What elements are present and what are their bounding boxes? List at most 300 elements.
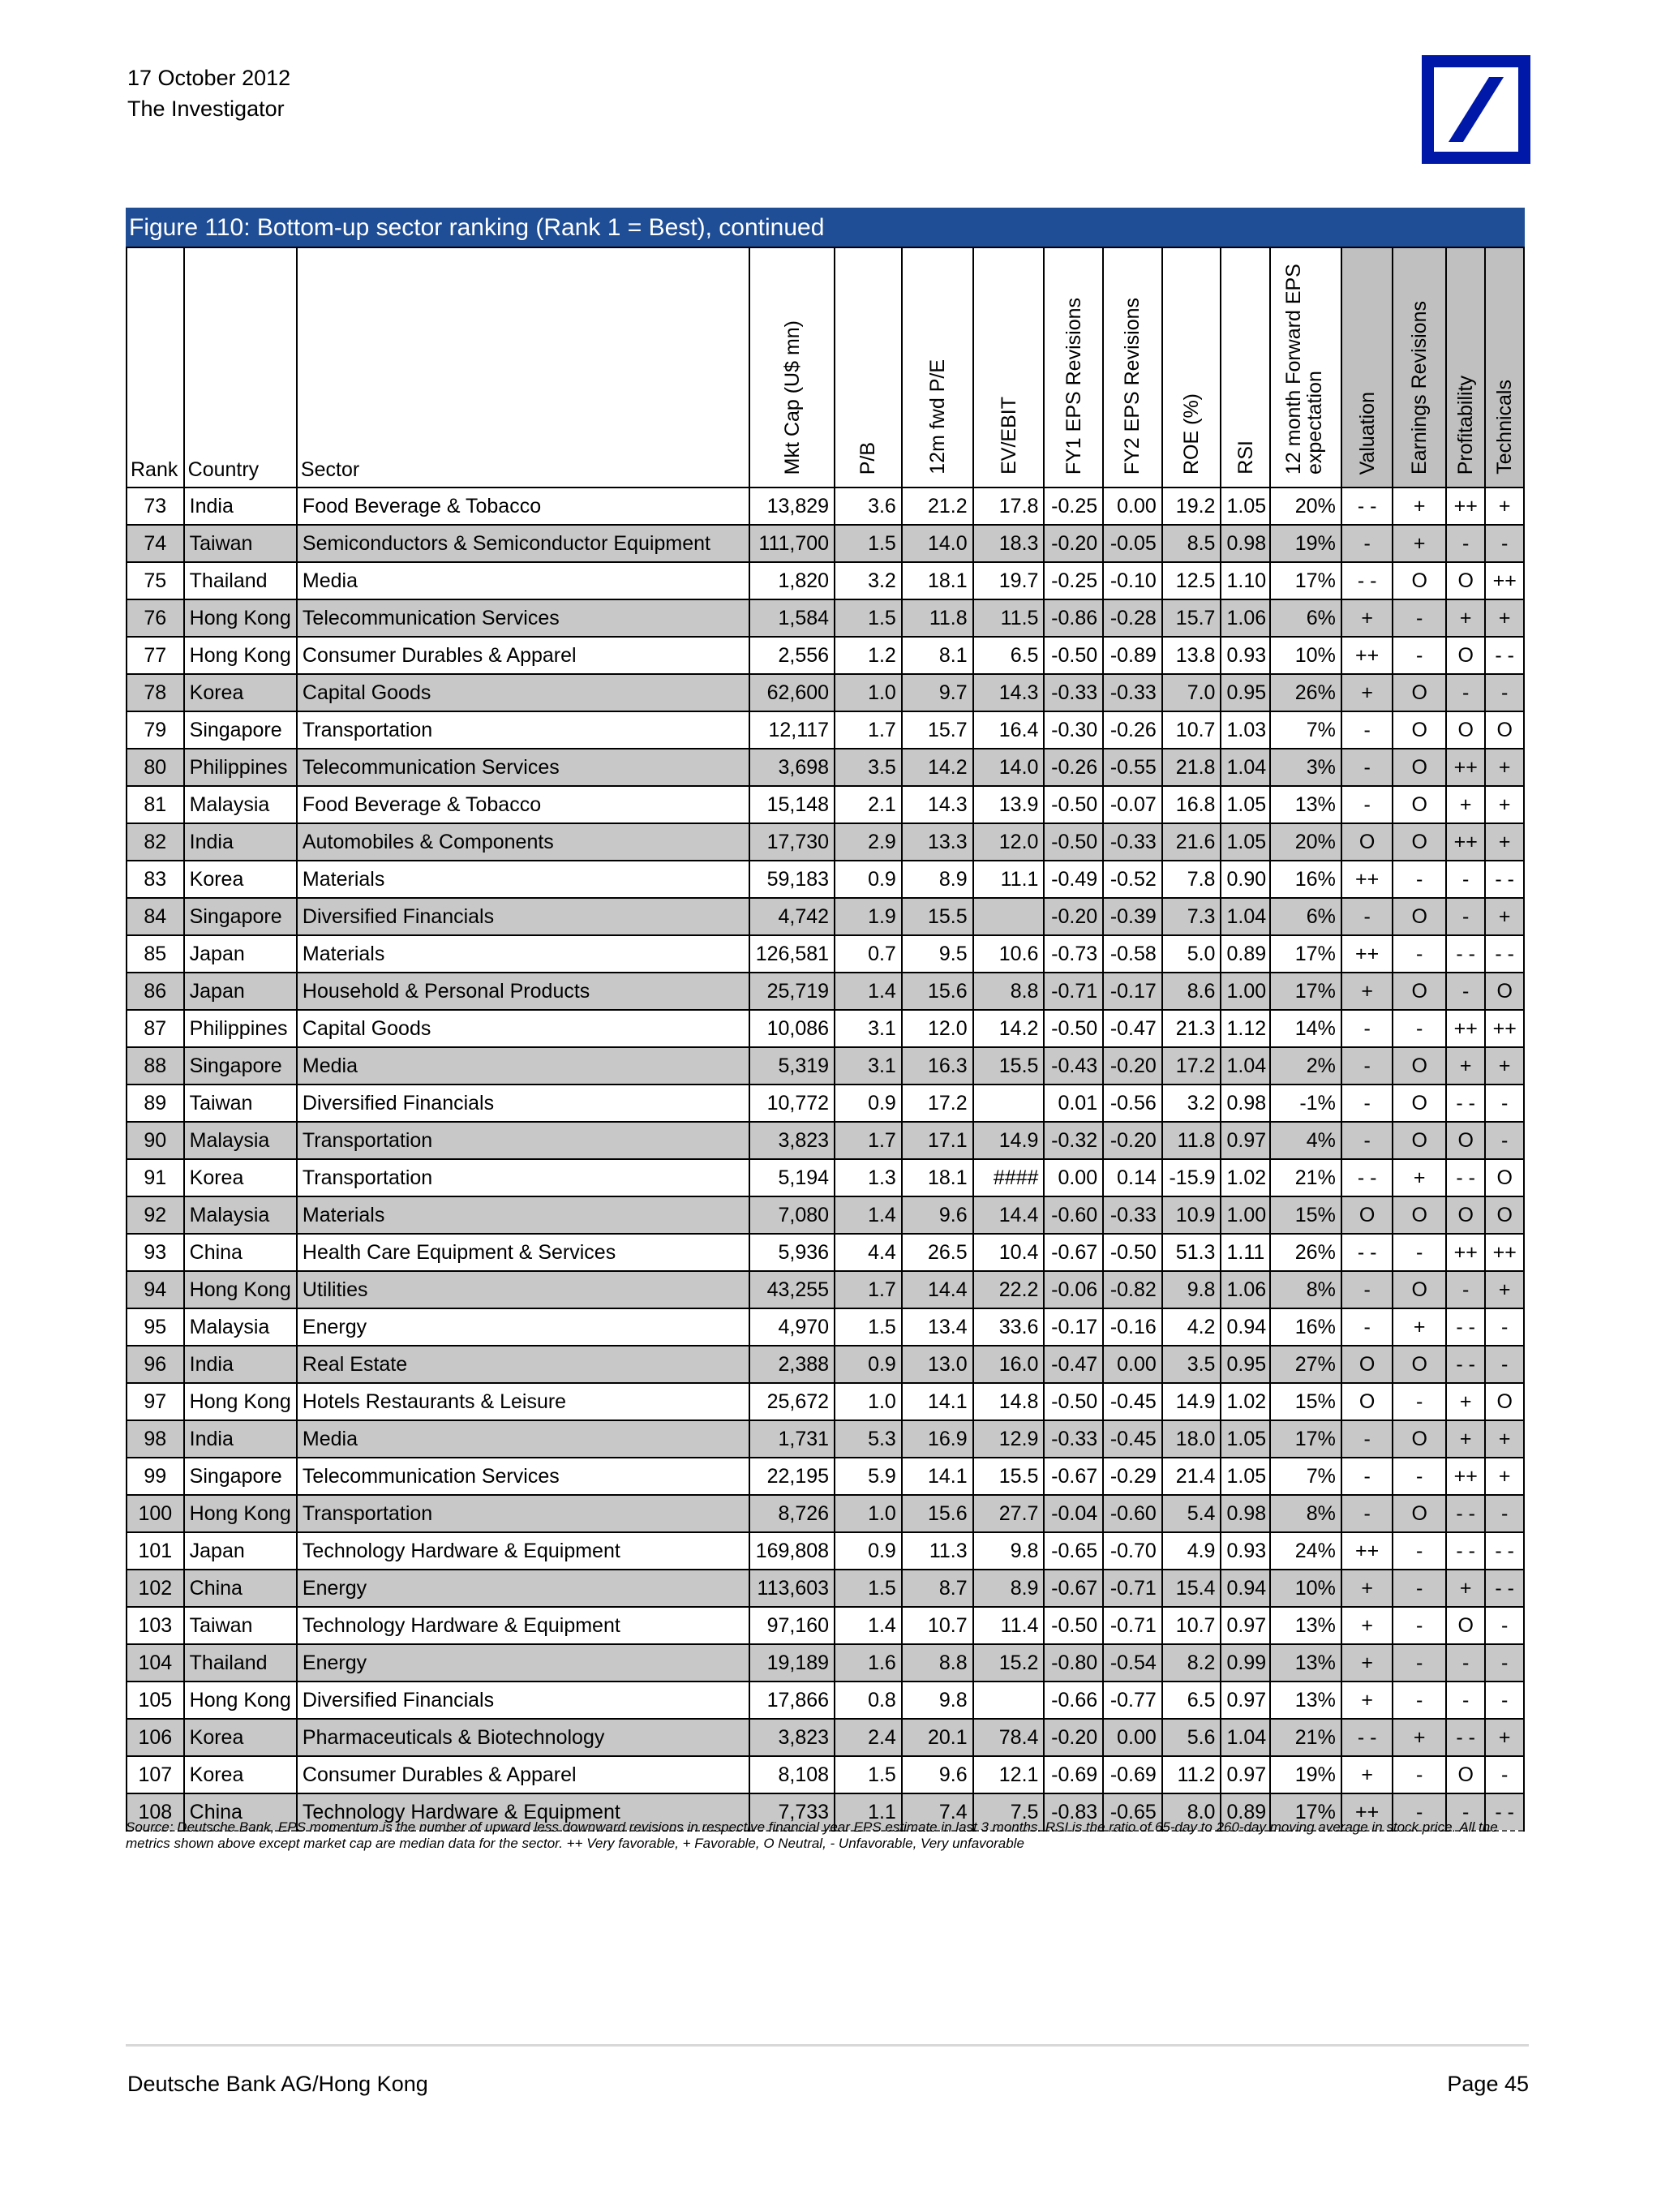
cell-rsi: 0.98: [1221, 1495, 1270, 1532]
cell-rank: 97: [127, 1383, 184, 1420]
cell-rank: 84: [127, 898, 184, 935]
cell-fy1-eps: -0.69: [1044, 1756, 1103, 1793]
cell-fy1-eps: -0.50: [1044, 1607, 1103, 1644]
cell-fy2-eps: -0.54: [1103, 1644, 1162, 1682]
cell-technicals: +: [1485, 1420, 1524, 1458]
cell-eps-expectation: 14%: [1270, 1010, 1341, 1047]
cell-fy1-eps: -0.67: [1044, 1570, 1103, 1607]
cell-fy2-eps: -0.07: [1103, 786, 1162, 823]
cell-rank: 76: [127, 599, 184, 637]
cell-mktcap: 7,733: [749, 1793, 835, 1831]
cell-eps-expectation: 15%: [1270, 1196, 1341, 1234]
cell-rsi: 1.04: [1221, 1719, 1270, 1756]
cell-ev-ebit: 10.4: [973, 1234, 1045, 1271]
cell-rsi: 0.99: [1221, 1644, 1270, 1682]
cell-roe: 12.5: [1162, 562, 1221, 599]
cell-profitability: - -: [1446, 1159, 1485, 1196]
cell-eps-expectation: 17%: [1270, 1793, 1341, 1831]
cell-ev-ebit: 13.9: [973, 786, 1045, 823]
cell-rsi: 0.93: [1221, 1532, 1270, 1570]
cell-ev-ebit: 11.5: [973, 599, 1045, 637]
cell-pb: 3.1: [835, 1010, 902, 1047]
table-row: [127, 786, 1524, 823]
cell-profitability: -: [1446, 1793, 1485, 1831]
col-header-pe: 12m fwd P/E: [902, 247, 973, 487]
cell-fy2-eps: -0.52: [1103, 861, 1162, 898]
cell-fy2-eps: -0.71: [1103, 1607, 1162, 1644]
cell-eps-expectation: 19%: [1270, 525, 1341, 562]
cell-fy1-eps: -0.50: [1044, 1010, 1103, 1047]
cell-rank: 77: [127, 637, 184, 674]
cell-country: Singapore: [184, 1047, 297, 1085]
cell-fy1-eps: -0.26: [1044, 749, 1103, 786]
cell-country: Hong Kong: [184, 599, 297, 637]
cell-technicals: -: [1485, 1756, 1524, 1793]
cell-rank: 82: [127, 823, 184, 861]
cell-valuation: -: [1341, 1458, 1393, 1495]
cell-rsi: 1.05: [1221, 786, 1270, 823]
cell-fy2-eps: -0.26: [1103, 711, 1162, 749]
cell-profitability: O: [1446, 1607, 1485, 1644]
cell-rank: 98: [127, 1420, 184, 1458]
cell-ev-ebit: 16.0: [973, 1346, 1045, 1383]
cell-sector: Real Estate: [297, 1346, 749, 1383]
table-row: [127, 823, 1524, 861]
cell-pe: 13.3: [902, 823, 973, 861]
table-row: [127, 1085, 1524, 1122]
cell-rank: 100: [127, 1495, 184, 1532]
cell-sector: Technology Hardware & Equipment: [297, 1532, 749, 1570]
cell-valuation: -: [1341, 1308, 1393, 1346]
col-header-fy1-eps: FY1 EPS Revisions: [1044, 247, 1103, 487]
cell-country: Taiwan: [184, 1607, 297, 1644]
cell-sector: Media: [297, 562, 749, 599]
cell-profitability: -: [1446, 674, 1485, 711]
cell-pb: 1.4: [835, 1607, 902, 1644]
cell-rsi: 0.97: [1221, 1682, 1270, 1719]
cell-country: Korea: [184, 861, 297, 898]
cell-eps-expectation: 21%: [1270, 1719, 1341, 1756]
cell-valuation: -: [1341, 749, 1393, 786]
cell-country: Japan: [184, 973, 297, 1010]
cell-sector: Food Beverage & Tobacco: [297, 786, 749, 823]
cell-rsi: 1.02: [1221, 1383, 1270, 1420]
cell-rank: 79: [127, 711, 184, 749]
cell-country: China: [184, 1793, 297, 1831]
cell-roe: 7.8: [1162, 861, 1221, 898]
cell-country: Japan: [184, 935, 297, 973]
cell-earnings-revisions: -: [1393, 861, 1446, 898]
cell-profitability: +: [1446, 1047, 1485, 1085]
cell-pb: 3.1: [835, 1047, 902, 1085]
cell-pb: 1.5: [835, 1570, 902, 1607]
cell-rank: 106: [127, 1719, 184, 1756]
cell-earnings-revisions: -: [1393, 1607, 1446, 1644]
cell-valuation: +: [1341, 1644, 1393, 1682]
cell-pb: 0.7: [835, 935, 902, 973]
cell-valuation: ++: [1341, 935, 1393, 973]
cell-roe: 15.7: [1162, 599, 1221, 637]
cell-technicals: O: [1485, 1159, 1524, 1196]
cell-pe: 9.6: [902, 1196, 973, 1234]
cell-rsi: 0.94: [1221, 1308, 1270, 1346]
cell-country: Japan: [184, 1532, 297, 1570]
cell-mktcap: 169,808: [749, 1532, 835, 1570]
cell-mktcap: 8,108: [749, 1756, 835, 1793]
cell-technicals: - -: [1485, 637, 1524, 674]
cell-country: Thailand: [184, 562, 297, 599]
cell-ev-ebit: 14.2: [973, 1010, 1045, 1047]
cell-rank: 89: [127, 1085, 184, 1122]
cell-ev-ebit: 6.5: [973, 637, 1045, 674]
cell-pe: 13.4: [902, 1308, 973, 1346]
cell-fy1-eps: 0.00: [1044, 1159, 1103, 1196]
cell-pe: 9.5: [902, 935, 973, 973]
cell-pb: 0.9: [835, 1085, 902, 1122]
cell-earnings-revisions: O: [1393, 1085, 1446, 1122]
cell-earnings-revisions: -: [1393, 637, 1446, 674]
cell-eps-expectation: 15%: [1270, 1383, 1341, 1420]
cell-earnings-revisions: O: [1393, 674, 1446, 711]
cell-roe: 6.5: [1162, 1682, 1221, 1719]
cell-pb: 5.3: [835, 1420, 902, 1458]
cell-pe: 8.1: [902, 637, 973, 674]
cell-earnings-revisions: O: [1393, 786, 1446, 823]
cell-valuation: +: [1341, 599, 1393, 637]
table-row: [127, 1122, 1524, 1159]
cell-rank: 73: [127, 487, 184, 525]
cell-ev-ebit: 12.9: [973, 1420, 1045, 1458]
cell-fy2-eps: -0.05: [1103, 525, 1162, 562]
cell-fy1-eps: -0.33: [1044, 674, 1103, 711]
cell-pb: 1.7: [835, 711, 902, 749]
cell-valuation: O: [1341, 1383, 1393, 1420]
cell-pe: 14.2: [902, 749, 973, 786]
cell-mktcap: 97,160: [749, 1607, 835, 1644]
cell-fy2-eps: 0.00: [1103, 1719, 1162, 1756]
cell-ev-ebit: 15.5: [973, 1458, 1045, 1495]
figure-title: Figure 110: Bottom-up sector ranking (Rank 1 = Best), continued: [126, 208, 1525, 247]
cell-country: Philippines: [184, 749, 297, 786]
cell-valuation: O: [1341, 823, 1393, 861]
cell-eps-expectation: -1%: [1270, 1085, 1341, 1122]
cell-valuation: -: [1341, 898, 1393, 935]
cell-fy2-eps: -0.56: [1103, 1085, 1162, 1122]
cell-country: Hong Kong: [184, 637, 297, 674]
cell-rank: 101: [127, 1532, 184, 1570]
cell-rank: 96: [127, 1346, 184, 1383]
cell-valuation: O: [1341, 1196, 1393, 1234]
cell-pb: 1.1: [835, 1793, 902, 1831]
cell-rank: 105: [127, 1682, 184, 1719]
cell-roe: 10.7: [1162, 711, 1221, 749]
cell-eps-expectation: 24%: [1270, 1532, 1341, 1570]
cell-profitability: - -: [1446, 935, 1485, 973]
col-header-ev-ebit: EV/EBIT: [973, 247, 1045, 487]
cell-ev-ebit: 12.0: [973, 823, 1045, 861]
cell-mktcap: 19,189: [749, 1644, 835, 1682]
table-row: [127, 935, 1524, 973]
cell-sector: Diversified Financials: [297, 1682, 749, 1719]
cell-country: Korea: [184, 1756, 297, 1793]
cell-fy1-eps: -0.43: [1044, 1047, 1103, 1085]
cell-rank: 108: [127, 1793, 184, 1831]
cell-valuation: +: [1341, 1682, 1393, 1719]
table-header-row: [127, 247, 1524, 487]
cell-earnings-revisions: -: [1393, 1793, 1446, 1831]
cell-profitability: ++: [1446, 1458, 1485, 1495]
cell-fy1-eps: -0.50: [1044, 823, 1103, 861]
cell-ev-ebit: 22.2: [973, 1271, 1045, 1308]
table-row: [127, 1383, 1524, 1420]
cell-sector: Diversified Financials: [297, 898, 749, 935]
cell-pb: 4.4: [835, 1234, 902, 1271]
cell-technicals: +: [1485, 749, 1524, 786]
cell-rsi: 1.12: [1221, 1010, 1270, 1047]
cell-pe: 15.6: [902, 973, 973, 1010]
cell-profitability: ++: [1446, 1234, 1485, 1271]
cell-profitability: +: [1446, 599, 1485, 637]
cell-pe: 10.7: [902, 1607, 973, 1644]
cell-earnings-revisions: O: [1393, 823, 1446, 861]
cell-sector: Energy: [297, 1644, 749, 1682]
table-row: [127, 1644, 1524, 1682]
cell-roe: 8.0: [1162, 1793, 1221, 1831]
cell-technicals: -: [1485, 1308, 1524, 1346]
cell-fy1-eps: -0.50: [1044, 786, 1103, 823]
cell-rank: 83: [127, 861, 184, 898]
cell-roe: 21.4: [1162, 1458, 1221, 1495]
cell-fy1-eps: -0.66: [1044, 1682, 1103, 1719]
table-row: [127, 861, 1524, 898]
cell-fy2-eps: -0.69: [1103, 1756, 1162, 1793]
table-row: [127, 487, 1524, 525]
cell-fy1-eps: -0.50: [1044, 1383, 1103, 1420]
page-number: Page 45: [1447, 2072, 1529, 2096]
cell-pb: 0.8: [835, 1682, 902, 1719]
cell-roe: 5.0: [1162, 935, 1221, 973]
cell-fy2-eps: -0.20: [1103, 1122, 1162, 1159]
cell-profitability: ++: [1446, 823, 1485, 861]
cell-fy1-eps: -0.25: [1044, 562, 1103, 599]
cell-sector: Transportation: [297, 1495, 749, 1532]
cell-earnings-revisions: -: [1393, 1532, 1446, 1570]
cell-ev-ebit: 14.4: [973, 1196, 1045, 1234]
cell-sector: Transportation: [297, 1122, 749, 1159]
cell-pe: 17.1: [902, 1122, 973, 1159]
cell-earnings-revisions: O: [1393, 1196, 1446, 1234]
cell-rsi: 0.95: [1221, 674, 1270, 711]
cell-pb: 1.5: [835, 525, 902, 562]
cell-fy2-eps: -0.60: [1103, 1495, 1162, 1532]
col-header-profitability: Profitability: [1446, 247, 1485, 487]
cell-pb: 1.5: [835, 599, 902, 637]
cell-fy1-eps: -0.20: [1044, 898, 1103, 935]
cell-profitability: -: [1446, 898, 1485, 935]
cell-mktcap: 17,730: [749, 823, 835, 861]
cell-pe: 15.6: [902, 1495, 973, 1532]
cell-eps-expectation: 10%: [1270, 1570, 1341, 1607]
cell-profitability: -: [1446, 973, 1485, 1010]
cell-sector: Diversified Financials: [297, 1085, 749, 1122]
cell-technicals: - -: [1485, 1570, 1524, 1607]
cell-sector: Transportation: [297, 1159, 749, 1196]
cell-rank: 104: [127, 1644, 184, 1682]
cell-rsi: 1.00: [1221, 973, 1270, 1010]
cell-mktcap: 7,080: [749, 1196, 835, 1234]
cell-pe: 11.3: [902, 1532, 973, 1570]
cell-rsi: 1.05: [1221, 1458, 1270, 1495]
cell-fy2-eps: -0.50: [1103, 1234, 1162, 1271]
cell-sector: Household & Personal Products: [297, 973, 749, 1010]
cell-eps-expectation: 20%: [1270, 823, 1341, 861]
table-row: [127, 973, 1524, 1010]
cell-fy2-eps: -0.29: [1103, 1458, 1162, 1495]
cell-fy1-eps: -0.20: [1044, 525, 1103, 562]
cell-pe: 21.2: [902, 487, 973, 525]
cell-roe: -15.9: [1162, 1159, 1221, 1196]
cell-technicals: - -: [1485, 861, 1524, 898]
cell-sector: Hotels Restaurants & Leisure: [297, 1383, 749, 1420]
cell-mktcap: 126,581: [749, 935, 835, 973]
cell-country: Malaysia: [184, 1122, 297, 1159]
col-header-mktcap: Mkt Cap (U$ mn): [749, 247, 835, 487]
cell-roe: 8.5: [1162, 525, 1221, 562]
cell-mktcap: 111,700: [749, 525, 835, 562]
cell-pb: 0.9: [835, 1346, 902, 1383]
cell-rank: 93: [127, 1234, 184, 1271]
cell-roe: 5.6: [1162, 1719, 1221, 1756]
cell-valuation: - -: [1341, 1719, 1393, 1756]
table-row: [127, 1196, 1524, 1234]
cell-rsi: 1.04: [1221, 898, 1270, 935]
cell-mktcap: 12,117: [749, 711, 835, 749]
cell-eps-expectation: 13%: [1270, 786, 1341, 823]
cell-mktcap: 113,603: [749, 1570, 835, 1607]
table-row: [127, 525, 1524, 562]
table-body: [127, 487, 1524, 1831]
cell-rsi: 0.94: [1221, 1570, 1270, 1607]
cell-fy2-eps: -0.70: [1103, 1532, 1162, 1570]
table-row: [127, 1532, 1524, 1570]
cell-roe: 3.2: [1162, 1085, 1221, 1122]
cell-profitability: O: [1446, 1122, 1485, 1159]
table-row: [127, 1570, 1524, 1607]
cell-earnings-revisions: O: [1393, 1122, 1446, 1159]
cell-rsi: 1.03: [1221, 711, 1270, 749]
cell-pb: 0.9: [835, 861, 902, 898]
cell-rsi: 0.95: [1221, 1346, 1270, 1383]
cell-pe: 20.1: [902, 1719, 973, 1756]
cell-pb: 2.4: [835, 1719, 902, 1756]
cell-fy2-eps: -0.45: [1103, 1420, 1162, 1458]
cell-pb: 1.0: [835, 1495, 902, 1532]
col-header-pb: P/B: [835, 247, 902, 487]
cell-sector: Telecommunication Services: [297, 599, 749, 637]
cell-sector: Materials: [297, 861, 749, 898]
cell-technicals: +: [1485, 1047, 1524, 1085]
cell-valuation: -: [1341, 786, 1393, 823]
cell-country: Malaysia: [184, 786, 297, 823]
cell-sector: Energy: [297, 1308, 749, 1346]
cell-fy2-eps: -0.16: [1103, 1308, 1162, 1346]
cell-earnings-revisions: -: [1393, 1458, 1446, 1495]
cell-roe: 8.2: [1162, 1644, 1221, 1682]
cell-valuation: ++: [1341, 1532, 1393, 1570]
cell-profitability: ++: [1446, 749, 1485, 786]
cell-sector: Capital Goods: [297, 1010, 749, 1047]
cell-rank: 99: [127, 1458, 184, 1495]
cell-earnings-revisions: +: [1393, 1719, 1446, 1756]
cell-technicals: +: [1485, 823, 1524, 861]
cell-eps-expectation: 19%: [1270, 1756, 1341, 1793]
table-row: [127, 674, 1524, 711]
cell-valuation: -: [1341, 1085, 1393, 1122]
cell-mktcap: 4,742: [749, 898, 835, 935]
cell-eps-expectation: 7%: [1270, 1458, 1341, 1495]
cell-pb: 1.0: [835, 1383, 902, 1420]
cell-ev-ebit: 8.8: [973, 973, 1045, 1010]
table-row: [127, 1234, 1524, 1271]
cell-fy2-eps: -0.89: [1103, 637, 1162, 674]
cell-valuation: -: [1341, 1271, 1393, 1308]
cell-eps-expectation: 8%: [1270, 1495, 1341, 1532]
cell-ev-ebit: 17.8: [973, 487, 1045, 525]
cell-fy1-eps: -0.17: [1044, 1308, 1103, 1346]
cell-pe: 7.4: [902, 1793, 973, 1831]
cell-rsi: 1.11: [1221, 1234, 1270, 1271]
cell-pe: 14.1: [902, 1383, 973, 1420]
cell-pb: 1.4: [835, 973, 902, 1010]
cell-pb: 1.7: [835, 1122, 902, 1159]
cell-sector: Transportation: [297, 711, 749, 749]
cell-earnings-revisions: -: [1393, 1682, 1446, 1719]
cell-sector: Media: [297, 1047, 749, 1085]
cell-profitability: - -: [1446, 1346, 1485, 1383]
cell-eps-expectation: 16%: [1270, 861, 1341, 898]
cell-country: Hong Kong: [184, 1682, 297, 1719]
cell-earnings-revisions: -: [1393, 1756, 1446, 1793]
cell-roe: 21.6: [1162, 823, 1221, 861]
cell-profitability: -: [1446, 861, 1485, 898]
cell-pb: 1.4: [835, 1196, 902, 1234]
cell-profitability: -: [1446, 1682, 1485, 1719]
table-row: [127, 1420, 1524, 1458]
cell-technicals: O: [1485, 1196, 1524, 1234]
cell-eps-expectation: 10%: [1270, 637, 1341, 674]
cell-rank: 92: [127, 1196, 184, 1234]
cell-pe: 11.8: [902, 599, 973, 637]
cell-eps-expectation: 16%: [1270, 1308, 1341, 1346]
col-header-fy2-eps: FY2 EPS Revisions: [1103, 247, 1162, 487]
cell-earnings-revisions: O: [1393, 973, 1446, 1010]
cell-rsi: 1.00: [1221, 1196, 1270, 1234]
cell-technicals: +: [1485, 1458, 1524, 1495]
cell-eps-expectation: 17%: [1270, 562, 1341, 599]
cell-fy2-eps: -0.17: [1103, 973, 1162, 1010]
cell-earnings-revisions: -: [1393, 935, 1446, 973]
cell-rank: 87: [127, 1010, 184, 1047]
cell-fy1-eps: -0.80: [1044, 1644, 1103, 1682]
sector-ranking-table: [126, 247, 1525, 1832]
cell-roe: 19.2: [1162, 487, 1221, 525]
cell-rank: 88: [127, 1047, 184, 1085]
cell-country: India: [184, 1346, 297, 1383]
cell-roe: 10.9: [1162, 1196, 1221, 1234]
cell-earnings-revisions: -: [1393, 1570, 1446, 1607]
cell-rank: 80: [127, 749, 184, 786]
cell-technicals: +: [1485, 786, 1524, 823]
